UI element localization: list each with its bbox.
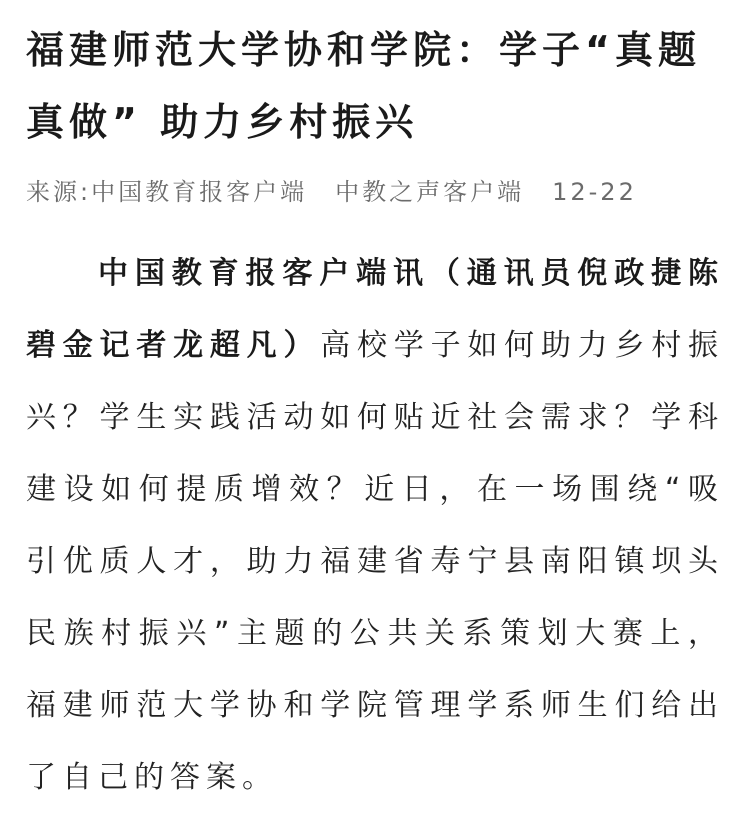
article-author: 中教之声客户端 (335, 178, 525, 206)
article-source: 来源:中国教育报客户端 (26, 178, 308, 206)
article-paragraph (26, 238, 724, 814)
article-date: 12-22 (552, 178, 637, 206)
article-body: 高校学子如何助力乡村振兴？学生实践活动如何贴近社会需求？学科建设如何提质增效？近日，在一场围绕“吸引优质人才，助力福建省寿宁县南阳镇坝头民族村振兴”主题的公共关系策划大赛上，福建师范大学协和学院管理学系师生们给出了自己的答案。 (26, 328, 725, 795)
article-meta (26, 176, 724, 208)
article-lead: 中国教育报客户端讯（通讯员倪政捷陈碧金记者龙超凡） (26, 256, 724, 363)
article-title: 福建师范大学协和学院：学子“真题真做” 助力乡村振兴 (26, 28, 701, 144)
